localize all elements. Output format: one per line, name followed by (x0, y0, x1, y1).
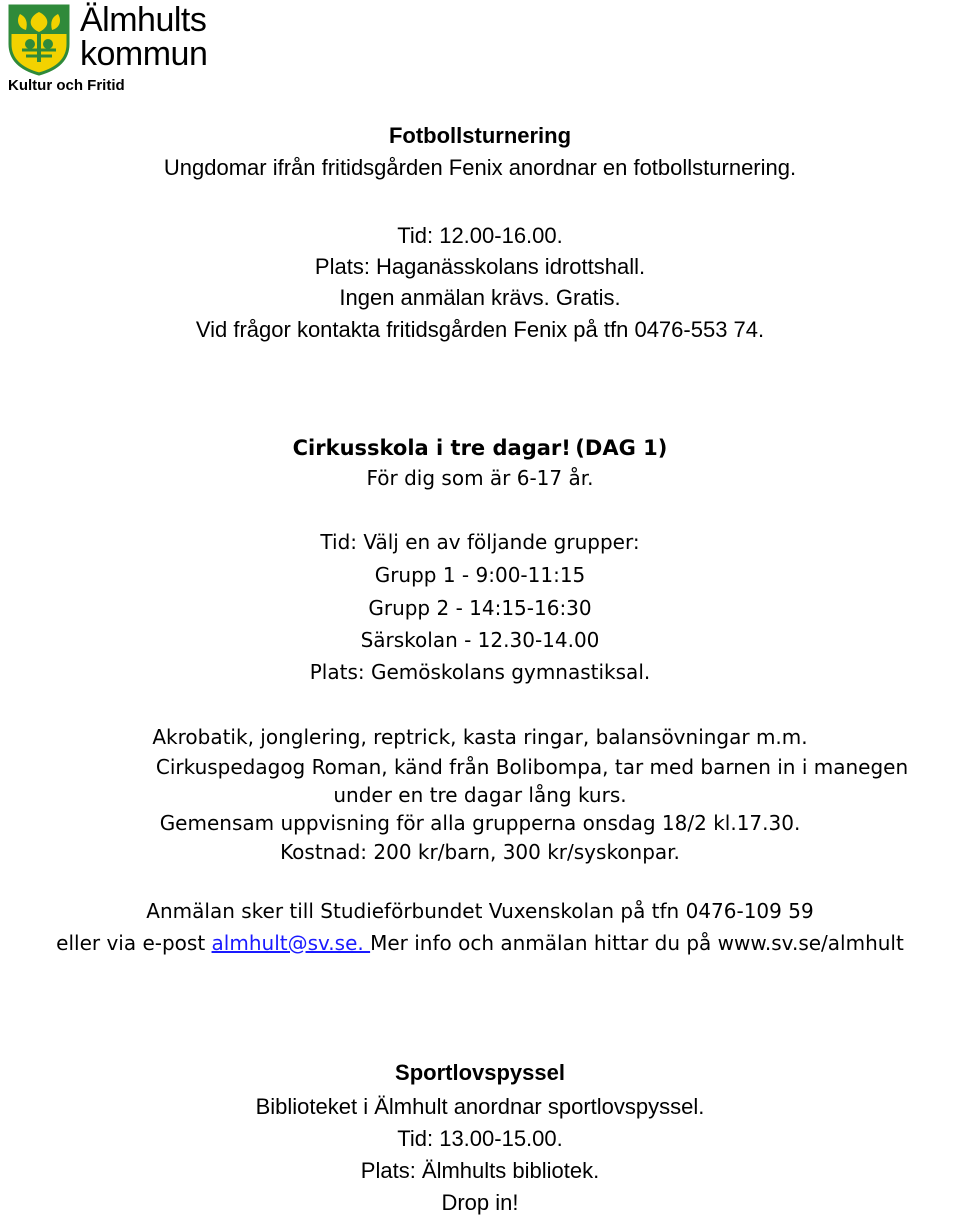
event-signup-line2 (0, 931, 960, 955)
group-item: Grupp 2 - 14:15-16:30 (368, 596, 592, 620)
signup-suffix: Mer info och anmälan hittar du på www.sv.se/almhult (370, 931, 904, 955)
event-intro: Ungdomar ifrån fritidsgården Fenix anordnar en fotbollsturnering. (163, 155, 797, 180)
event-intro: Biblioteket i Älmhult anordnar sportlovspyssel. (255, 1094, 705, 1119)
department-label: Kultur och Fritid (8, 77, 125, 94)
event-show: Gemensam uppvisning för alla grupperna onsdag 18/2 kl.17.30. (159, 811, 801, 835)
event-title-row (0, 436, 960, 461)
event-title: Sportlovspyssel (395, 1060, 565, 1085)
event-note: Drop in! (441, 1190, 519, 1215)
event-teacher-line2: under en tre dagar lång kurs. (333, 783, 627, 807)
event-place: Plats: Haganässkolans idrottshall. (314, 254, 646, 279)
email-link[interactable]: almhult@sv.se. (211, 931, 371, 955)
event-title: Fotbollsturnering (388, 123, 572, 148)
event-cost: Kostnad: 200 kr/barn, 300 kr/syskonpar. (280, 840, 680, 864)
municipal-coat-of-arms-icon (8, 4, 70, 76)
event-title: Cirkusskola i tre dagar! (292, 436, 571, 460)
event-activities: Akrobatik, jonglering, reptrick, kasta ringar, balansövningar m.m. (152, 725, 808, 749)
signup-prefix: eller via e-post (56, 931, 212, 955)
brand-name-line2: kommun (80, 35, 208, 73)
event-place: Plats: Älmhults bibliotek. (360, 1158, 600, 1183)
event-contact: Vid frågor kontakta fritidsgården Fenix på tfn 0476-553 74. (195, 317, 765, 342)
event-teacher-line1: Cirkuspedagog Roman, känd från Bolibompa, tar med barnen in i manegen (155, 755, 909, 779)
event-registration: Ingen anmälan krävs. Gratis. (339, 285, 621, 310)
group-item: Grupp 1 - 9:00-11:15 (374, 563, 586, 587)
event-time: Tid: 13.00-15.00. (397, 1126, 563, 1151)
event-day-label: (DAG 1) (575, 436, 668, 460)
event-place: Plats: Gemöskolans gymnastiksal. (309, 660, 651, 684)
brand-name-line1: Älmhults (80, 1, 207, 39)
event-time: Tid: 12.00-16.00. (397, 223, 563, 248)
event-audience: För dig som är 6-17 år. (366, 466, 594, 490)
event-signup-line1: Anmälan sker till Studieförbundet Vuxenskolan på tfn 0476-109 59 (146, 899, 814, 923)
event-time-intro: Tid: Välj en av följande grupper: (320, 530, 640, 554)
group-item: Särskolan - 12.30-14.00 (360, 628, 600, 652)
